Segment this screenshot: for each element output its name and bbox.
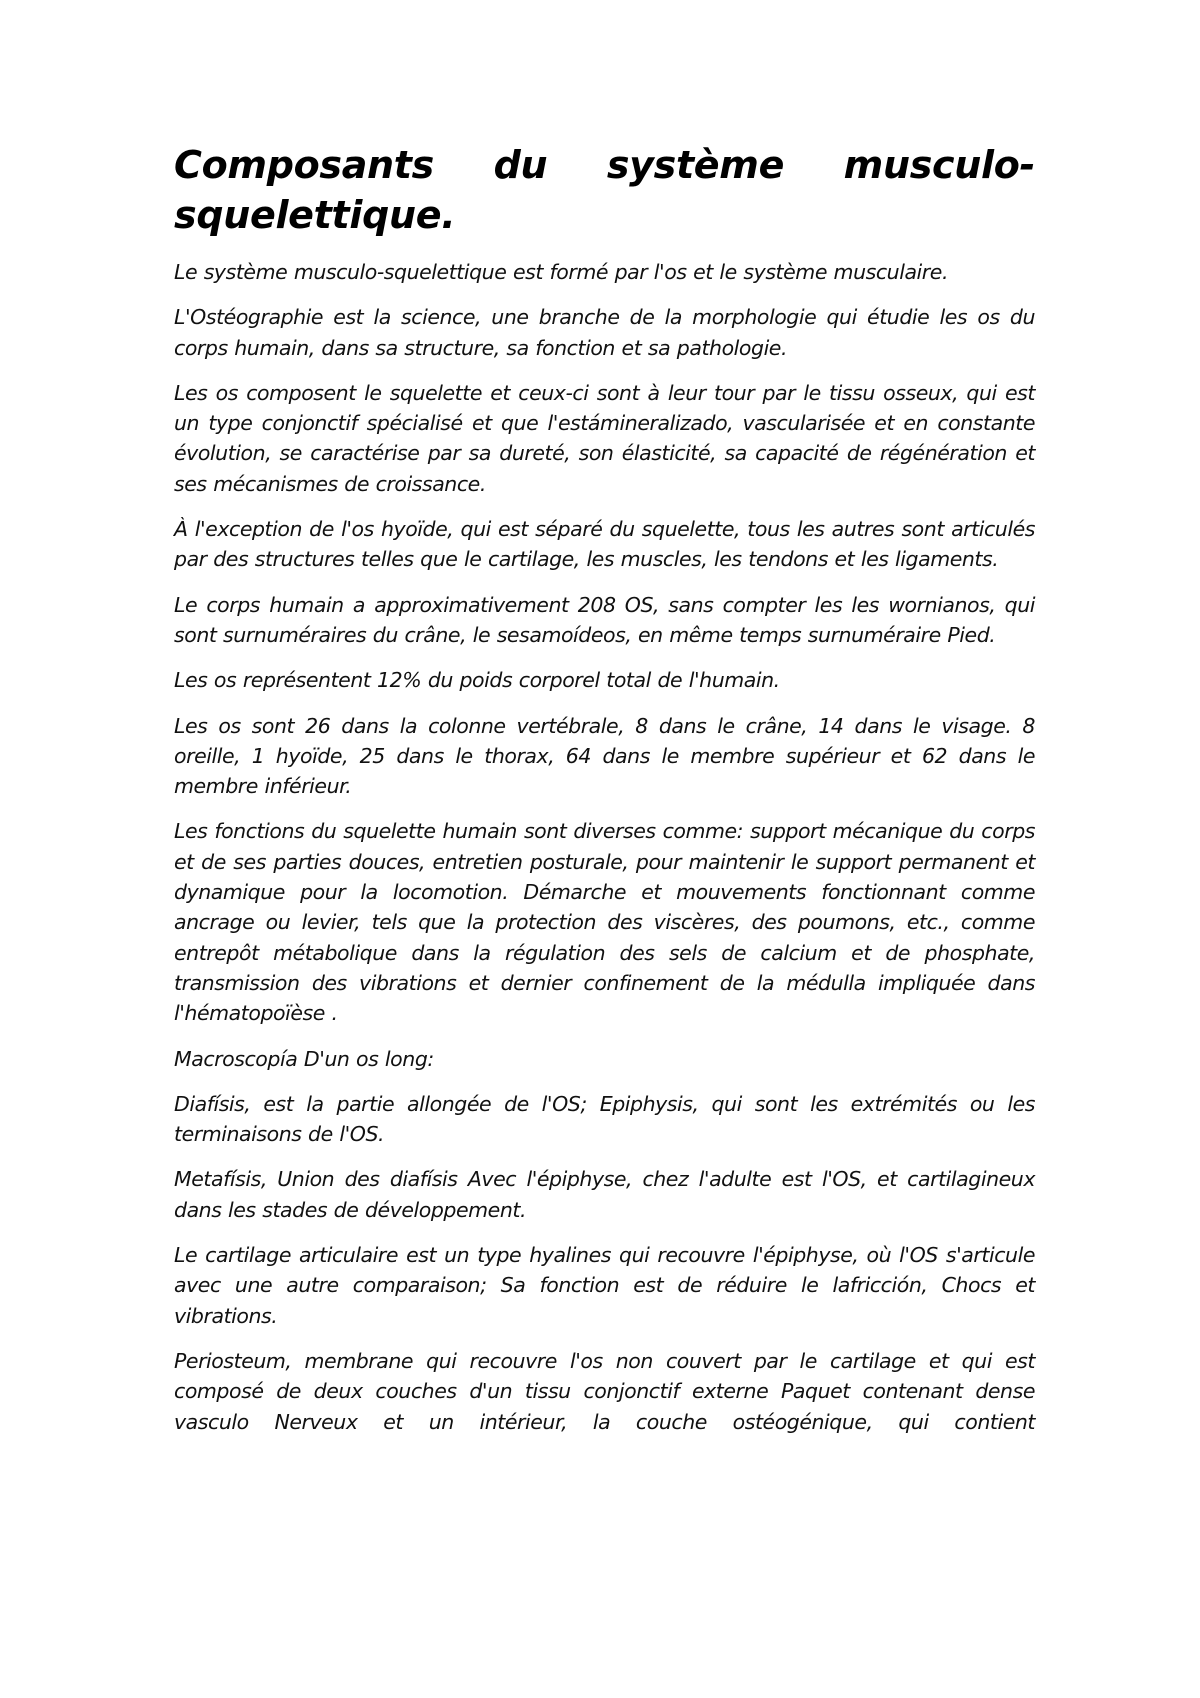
document-page bbox=[174, 140, 1035, 1452]
paragraph: Macroscopía D'un os long: bbox=[174, 1046, 434, 1071]
paragraph: Metafísis, Union des diafísis Avec l'épiphyse, chez l'adulte est l'OS, et cartilagineux dans les stades de développement. bbox=[174, 1167, 1035, 1222]
paragraph: L'Ostéographie est la science, une branche de la morphologie qui étudie les os du corps humain, dans sa structure, sa fonction et sa pathologie. bbox=[174, 305, 1035, 360]
paragraph: Les os composent le squelette et ceux-ci sont à leur tour par le tissu osseux, qui est un type conjonctif spécialisé et que l'estámineralizado, vascularisée et en constante évolution, se caractérise par sa dureté, son élasticité, sa capacité de régénération et ses mécanismes de croissance. bbox=[174, 380, 1035, 496]
paragraph: Le corps humain a approximativement 208 OS, sans compter les les wornianos, qui sont surnuméraires du crâne, le sesamoídeos, en même temps surnuméraire Pied. bbox=[174, 592, 1035, 647]
document-title: Composants du système musculo-squelettique. bbox=[174, 143, 1035, 237]
paragraph: Periosteum, membrane qui recouvre l'os non couvert par le cartilage et qui est composé de deux couches d'un tissu conjonctif externe Paquet contenant dense vasculo Nerveux et un intérieur, la couche ostéogénique, qui contient bbox=[174, 1348, 1035, 1434]
paragraph: Les fonctions du squelette humain sont diverses comme: support mécanique du corps et de ses parties douces, entretien posturale, pour maintenir le support permanent et dynamique pour la locomotion. Démarche et mouvements fonctionnant comme ancrage ou levier, tels que la protection des viscères, des poumons, etc., comme entrepôt métabolique dans la régulation des sels de calcium et de phosphate, transmission des vibrations et dernier confinement de la médulla impliquée dans l'hématopoïèse . bbox=[174, 819, 1035, 1026]
paragraph: Les os représentent 12% du poids corporel total de l'humain. bbox=[174, 668, 780, 693]
paragraph: Le cartilage articulaire est un type hyalines qui recouvre l'épiphyse, où l'OS s'articule avec une autre comparaison; Sa fonction est de réduire le lafricción, Chocs et vibrations. bbox=[174, 1243, 1035, 1328]
paragraph: À l'exception de l'os hyoïde, qui est séparé du squelette, tous les autres sont articulés par des structures telles que le cartilage, les muscles, les tendons et les ligaments. bbox=[174, 517, 1035, 572]
paragraph: Diafísis, est la partie allongée de l'OS; Epiphysis, qui sont les extrémités ou les terminaisons de l'OS. bbox=[174, 1091, 1035, 1147]
paragraph: Les os sont 26 dans la colonne vertébrale, 8 dans le crâne, 14 dans le visage. 8 oreille, 1 hyoïde, 25 dans le thorax, 64 dans le membre supérieur et 62 dans le membre inférieur. bbox=[174, 713, 1035, 799]
paragraph: Le système musculo-squelettique est formé par l'os et le système musculaire. bbox=[174, 260, 949, 284]
